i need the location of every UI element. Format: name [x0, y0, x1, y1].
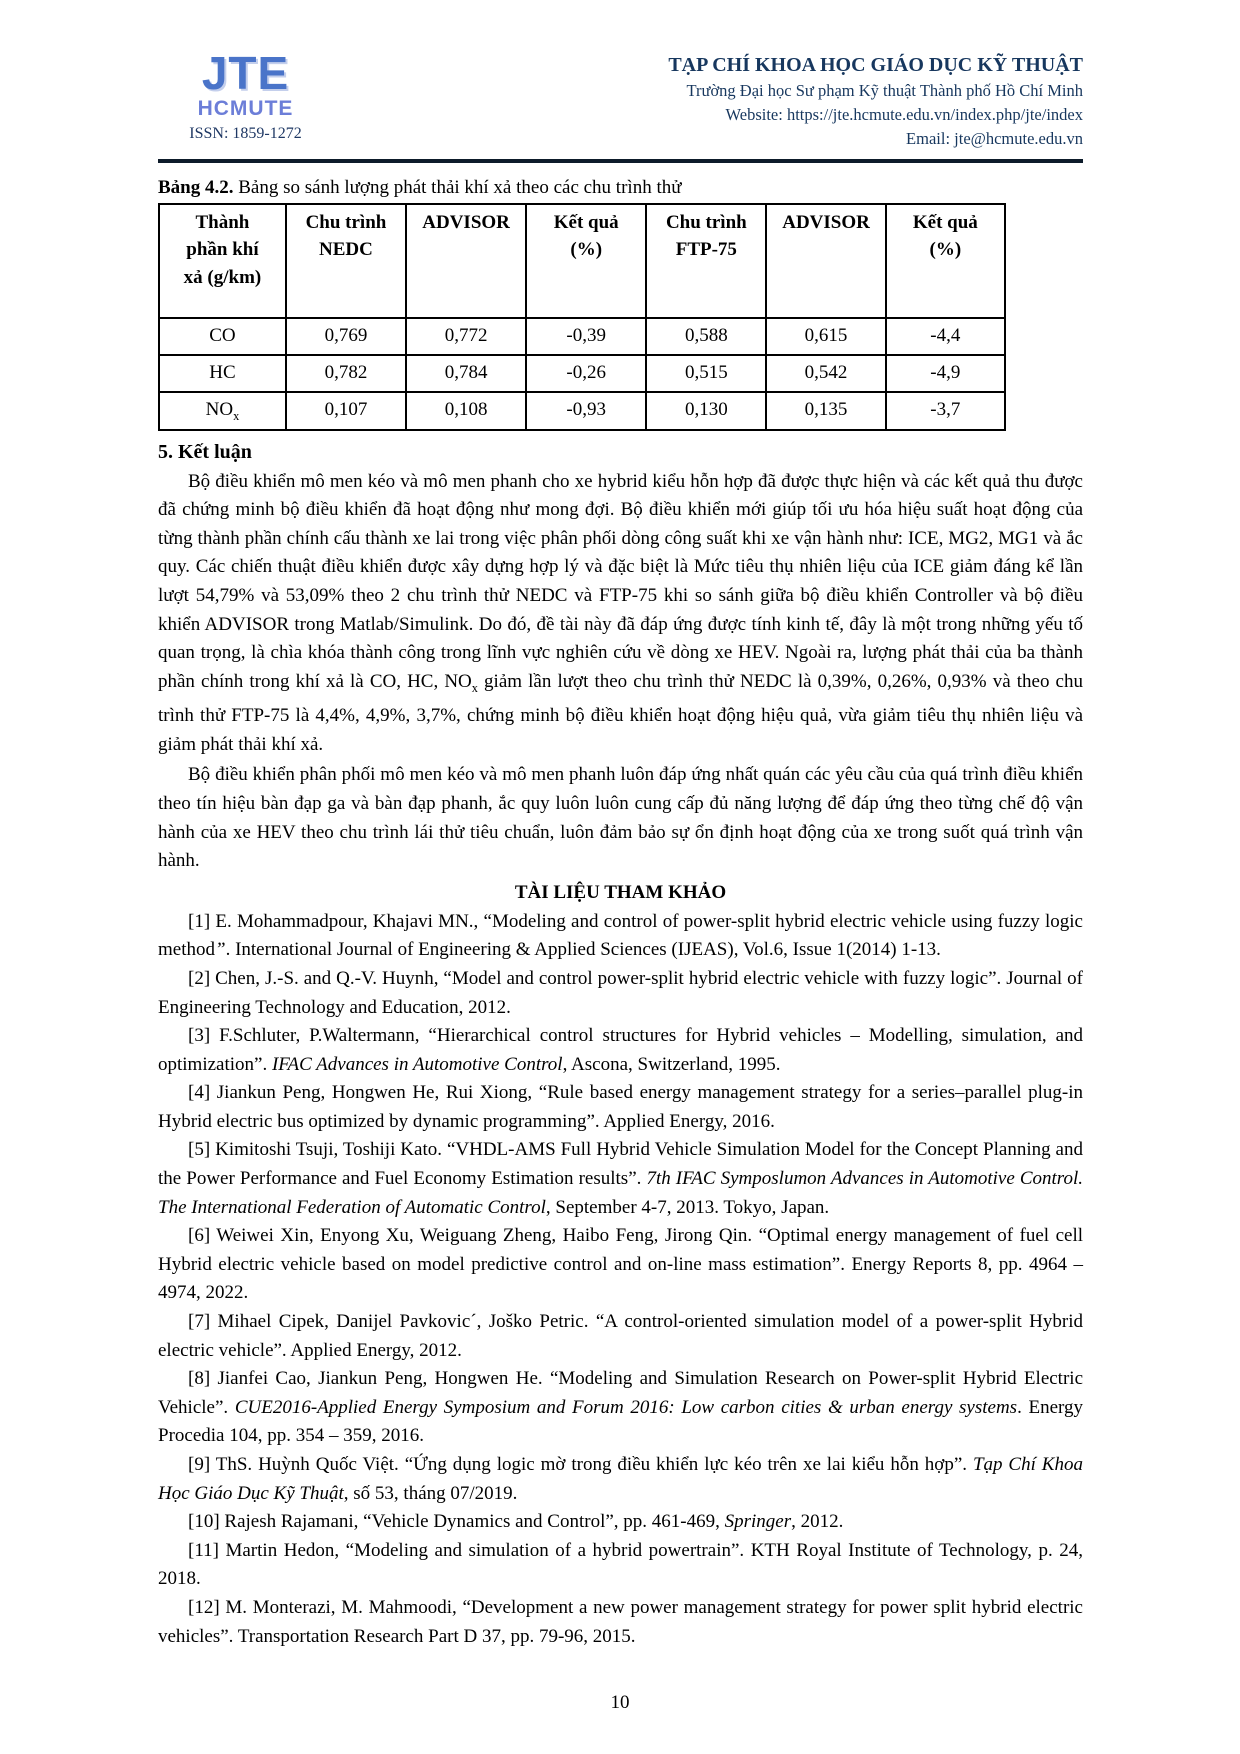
- table-row: [159, 392, 1005, 430]
- university-name: Trường Đại học Sư phạm Kỹ thuật Thành phố Hồ Chí Minh: [686, 81, 1083, 100]
- table-cell: 0,782: [286, 355, 406, 392]
- table-cell: 0,515: [646, 355, 766, 392]
- page-number: 10: [610, 1692, 630, 1713]
- table-cell: -0,26: [526, 355, 646, 392]
- text-segment: [10] Rajesh Rajamani, “Vehicle Dynamics and Control”, pp. 461-469,: [188, 1511, 725, 1533]
- text-segment: [2] Chen, J.-S. and Q.-V. Huynh, “Model and control power-split hybrid electric vehicle with fuzzy logic”. Journal of Engineering Technology and Education, 2012.: [158, 967, 1083, 1018]
- table-cell: 0,107: [286, 392, 406, 430]
- column-header: Chu trình NEDC: [286, 204, 406, 319]
- table-cell: 0,108: [406, 392, 526, 430]
- text-segment: , September 4-7, 2013. Tokyo, Japan.: [545, 1196, 830, 1218]
- reference-item: [158, 1451, 1083, 1508]
- header-divider: [158, 159, 1083, 163]
- logo-org-text: HCMUTE: [197, 97, 294, 120]
- text-segment: . International Journal of Engineering & Applied Sciences (IJEAS), Vol.6, Issue 1(2014) 1-13.: [225, 939, 941, 961]
- table-cell: 0,542: [766, 355, 885, 392]
- text-segment: Bộ điều khiển mô men kéo và mô men phanh cho xe hybrid kiểu hỗn hợp đã được thực hiện và các kết quả thu được đã chứng minh bộ điều khiển đã hoạt động như mong đợi. Bộ điều khiển mới giúp tối ưu hóa hiệu suất hoạt động của từng thành phần chính cấu thành xe lai trong việc phân phối dòng công suất khi xe vận hành như: ICE, MG2, MG1 và ắc quy. Các chiến thuật điều khiển được xây dựng hợp lý và đặc biệt là Mức tiêu thụ nhiên liệu của ICE giảm đáng kể lần lượt 54,79% và 53,09% theo 2 chu trình thử NEDC và FTP-75 khi so sánh giữa bộ điều khiển Controller và bộ điều khiển ADVISOR trong Matlab/Simulink. Do đó, đề tài này đã đáp ứng được tính kinh tế, đây là một trong những yếu tố quan trọng, là chìa khóa thành công trong lĩnh vực nghiên cứu về dòng xe HEV. Ngoài ra, lượng phát thải của ba thành phần chính trong khí xả là CO, HC, NO: [158, 470, 1083, 692]
- row-label: $NO_x$: [159, 392, 286, 430]
- text-segment: [3] F.Schluter, P.Waltermann, “Hierarchical control structures for Hybrid vehicles – Modelling, simulation, and optimization”.: [158, 1025, 1083, 1075]
- reference-item: [158, 965, 1083, 1022]
- emissions-table-head-row: [159, 204, 1005, 319]
- row-label: CO: [159, 318, 286, 355]
- table-cell: -3,7: [886, 392, 1005, 430]
- text-segment: CUE2016-Applied Energy Symposium and Forum 2016: Low carbon cities & urban energy systems: [234, 1396, 1018, 1418]
- references-list: [158, 908, 1083, 1651]
- text-segment: [5] Kimitoshi Tsuji, Toshiji Kato. “VHDL-AMS Full Hybrid Vehicle Simulation Model for the Concept Planning and the Power Performance and Fuel Economy Estimation results”.: [158, 1139, 1083, 1190]
- text-segment: , 2012.: [791, 1511, 844, 1533]
- table-row: [159, 355, 1005, 392]
- text-segment: [4] Jiankun Peng, Hongwen He, Rui Xiong, “Rule based energy management strategy for a series–parallel plug-in Hybrid electric bus optimized by dynamic programming”. Applied Energy, 2016.: [158, 1082, 1083, 1132]
- conclusion-paragraph: [158, 468, 1083, 760]
- table-caption: [158, 177, 1083, 199]
- text-segment: x: [471, 680, 478, 695]
- reference-item: [158, 1508, 1083, 1537]
- reference-item: [158, 1222, 1083, 1308]
- reference-item: [158, 1022, 1083, 1079]
- text-segment: , Ascona, Switzerland, 1995.: [562, 1053, 781, 1075]
- conclusion-heading: 5. Kết luận: [158, 440, 252, 463]
- column-header: ADVISOR: [406, 204, 526, 319]
- journal-logo: [158, 46, 333, 143]
- journal-email: Email: jte@hcmute.edu.vn: [906, 128, 1083, 148]
- text-segment: . Energy Procedia 104, pp. 354 – 359, 2016.: [158, 1396, 1084, 1447]
- references-heading: TÀI LIỆU THAM KHẢO: [514, 881, 727, 903]
- issn-label: ISSN: 1859-1272: [189, 125, 302, 143]
- text-segment: 7th IFAC Symposlumon Advances in Automotive Control. The International Federation of Automatic Control: [158, 1168, 1083, 1218]
- journal-header: [158, 46, 1083, 151]
- reference-item: [158, 1308, 1083, 1365]
- table-cell: -0,93: [526, 392, 646, 430]
- column-header: Thành phần khí xả (g/km): [159, 204, 286, 319]
- table-row: [159, 318, 1005, 355]
- text-segment: [12] M. Monterazi, M. Mahmoodi, “Development a new power management strategy for power split hybrid electric vehicles”. Transportation Research Part D 37, pp. 79-96, 2015.: [158, 1596, 1083, 1647]
- table-cell: 0,135: [766, 392, 885, 430]
- text-segment: [7] Mihael Cipek, Danijel Pavkovic´, Joško Petric. “A control-oriented simulation model of a power-split Hybrid electric vehicle”. Applied Energy, 2012.: [158, 1311, 1083, 1361]
- table-cell: -4,4: [886, 318, 1005, 355]
- table-cell: -0,39: [526, 318, 646, 355]
- text-segment: [8] Jianfei Cao, Jiankun Peng, Hongwen He. “Modeling and Simulation Research on Power-split Hybrid Electric Vehicle”.: [158, 1368, 1083, 1418]
- reference-item: [158, 1136, 1083, 1222]
- text-segment: giảm lần lượt theo chu trình thử NEDC là 0,39%, 0,26%, 0,93% và theo chu trình thử FTP-75 là 4,4%, 4,9%, 3,7%, chứng minh bộ điều khiển hoạt động hiệu quả, vừa giảm tiêu thụ nhiên liệu và giảm phát thải khí xả.: [158, 670, 1083, 755]
- journal-info: [668, 46, 1083, 151]
- text-segment: Springer: [724, 1511, 792, 1533]
- reference-item: [158, 1365, 1083, 1451]
- text-segment: , số 53, tháng 07/2019.: [343, 1482, 518, 1504]
- table-cell: 0,784: [406, 355, 526, 392]
- table-cell: 0,769: [286, 318, 406, 355]
- text-segment: [1] E. Mohammadpour, Khajavi MN., “Modeling and control of power-split hybrid electric vehicle using fuzzy logic method: [158, 910, 1083, 961]
- text-segment: [6] Weiwei Xin, Enyong Xu, Weiguang Zheng, Haibo Feng, Jirong Qin. “Optimal energy management of fuel cell Hybrid electric vehicle based on model predictive control and on-line mass estimation”. Energy Reports 8, pp. 4964 – 4974, 2022.: [158, 1225, 1083, 1304]
- journal-title: TẠP CHÍ KHOA HỌC GIÁO DỤC KỸ THUẬT: [668, 54, 1083, 76]
- text-segment: ”: [215, 939, 226, 961]
- table-cell: -4,9: [886, 355, 1005, 392]
- journal-website: Website: https://jte.hcmute.edu.vn/index.php/jte/index: [725, 104, 1083, 124]
- reference-item: [158, 908, 1083, 965]
- text-segment: Bộ điều khiển phân phối mô men kéo và mô men phanh luôn đáp ứng nhất quán các yêu cầu của quá trình điều khiển theo tín hiệu bàn đạp ga và bàn đạp phanh, ắc quy luôn luôn cung cấp đủ năng lượng để đáp ứng theo từng chế độ vận hành của xe HEV theo chu trình lái thử tiêu chuẩn, luôn đảm bảo sự ổn định hoạt động của xe trong suốt quá trình vận hành.: [158, 764, 1083, 872]
- table-cell: 0,772: [406, 318, 526, 355]
- reference-item: [158, 1594, 1083, 1651]
- logo-acronym-text: JTE: [201, 47, 290, 99]
- reference-item: [158, 1537, 1083, 1594]
- emissions-table: [158, 203, 1006, 431]
- table-cell: 0,615: [766, 318, 885, 355]
- reference-item: [158, 1079, 1083, 1136]
- table-cell: 0,588: [646, 318, 766, 355]
- text-segment: [9] ThS. Huỳnh Quốc Việt. “Ứng dụng logic mờ trong điều khiển lực kéo trên xe lai kiểu hỗn hợp”.: [188, 1454, 973, 1476]
- text-segment: IFAC Advances in Automotive Control: [271, 1053, 563, 1075]
- conclusion-paragraphs: [158, 468, 1083, 876]
- column-header: Kết quả (%): [526, 204, 646, 319]
- column-header: Kết quả (%): [886, 204, 1005, 319]
- table-caption-label: Bảng 4.2.: [158, 176, 234, 198]
- conclusion-paragraph: [158, 761, 1083, 875]
- row-label: HC: [159, 355, 286, 392]
- column-header: Chu trình FTP-75: [646, 204, 766, 319]
- emissions-table-body: [159, 318, 1005, 429]
- text-segment: Tạp Chí Khoa Học Giáo Dục Kỹ Thuật: [158, 1454, 1083, 1504]
- table-caption-text: Bảng so sánh lượng phát thải khí xả theo các chu trình thử: [233, 176, 682, 198]
- column-header: ADVISOR: [766, 204, 885, 319]
- text-segment: [11] Martin Hedon, “Modeling and simulation of a hybrid powertrain”. KTH Royal Institute of Technology, p. 24, 2018.: [158, 1539, 1083, 1590]
- table-cell: 0,130: [646, 392, 766, 430]
